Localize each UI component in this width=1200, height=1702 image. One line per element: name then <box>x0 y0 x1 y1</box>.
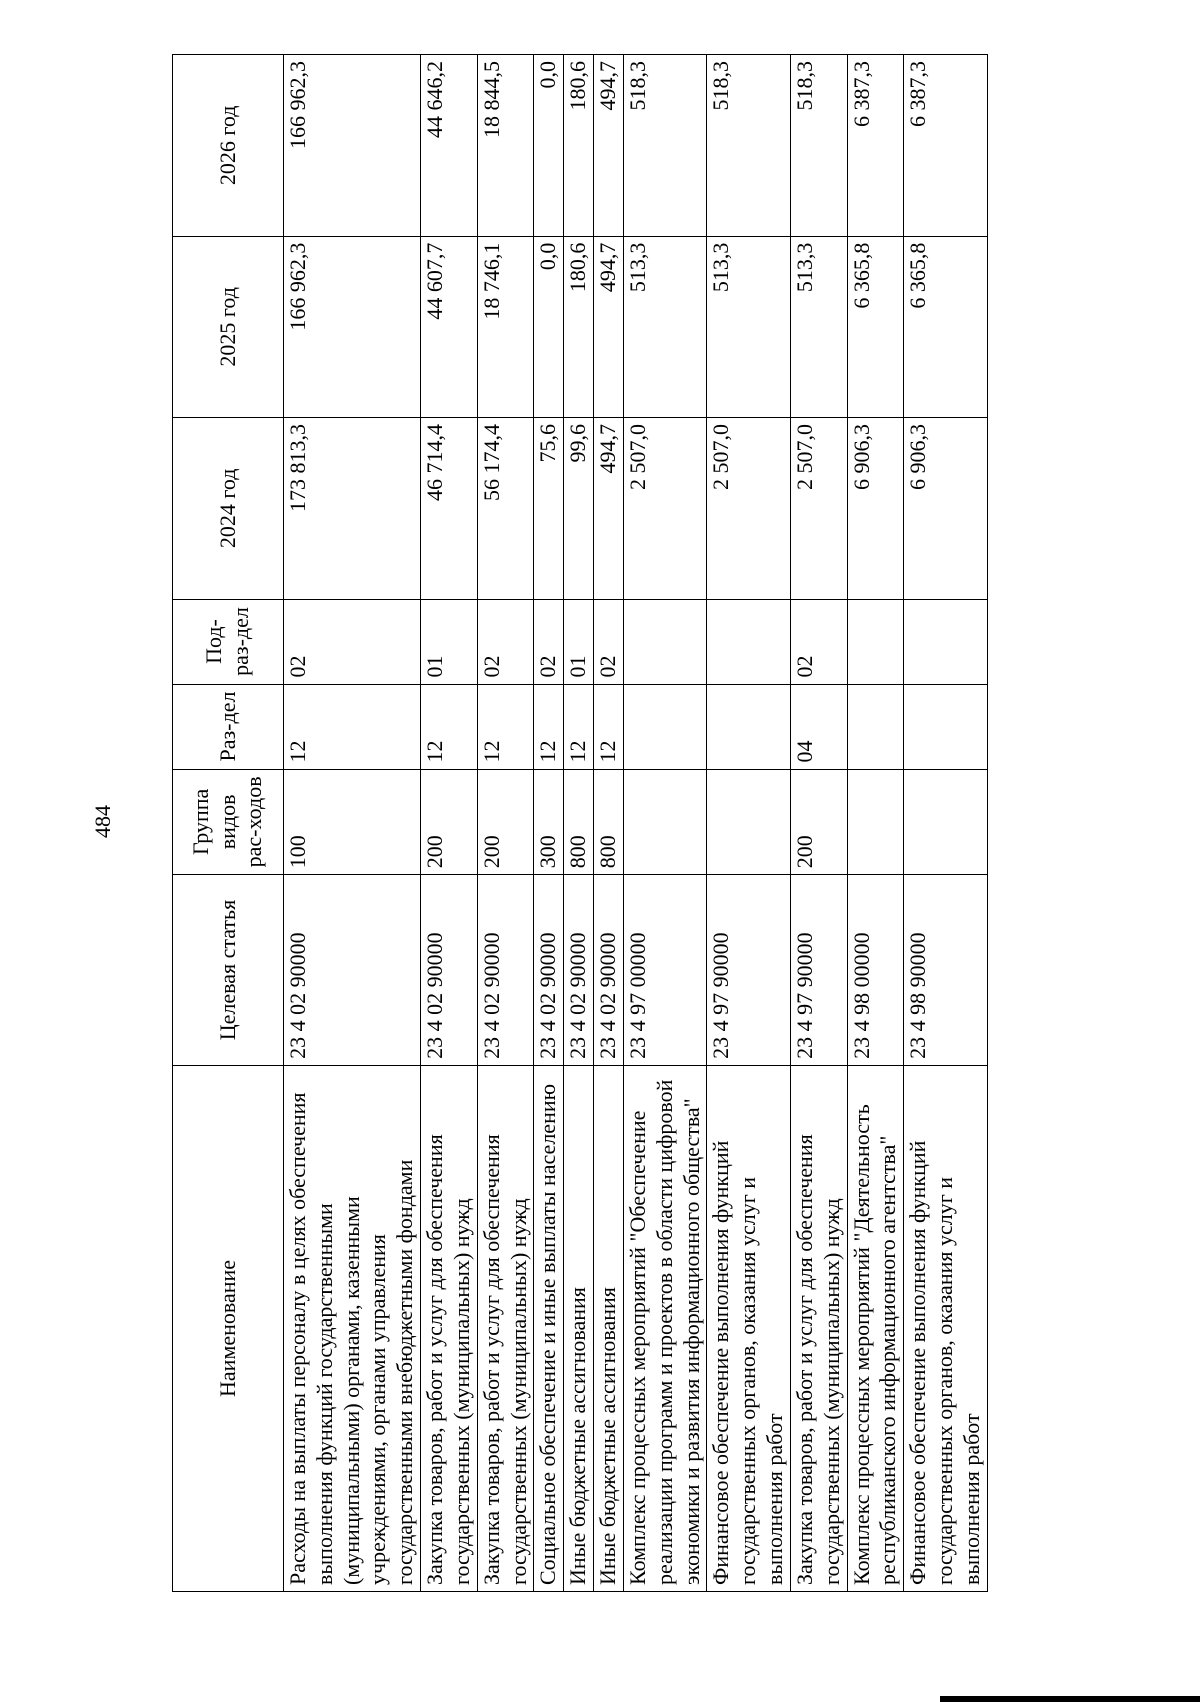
cell-2025: 18 746,1 <box>477 236 534 417</box>
header-section: Раз-дел <box>173 684 284 769</box>
cell-subsection: 02 <box>790 599 847 684</box>
table-row <box>594 55 624 1592</box>
cell-section: 12 <box>564 684 594 769</box>
cell-2024: 494,7 <box>594 418 624 599</box>
cell-2024: 6 906,3 <box>904 418 987 599</box>
cell-section: 12 <box>534 684 564 769</box>
cell-group: 200 <box>477 769 534 875</box>
cell-target: 23 4 98 90000 <box>904 875 987 1066</box>
cell-name: Закупка товаров, работ и услуг для обеспечения государственных (муниципальных) нужд <box>477 1065 534 1591</box>
cell-name: Социальное обеспечение и иные выплаты населению <box>534 1065 564 1591</box>
cell-group <box>904 769 987 875</box>
cell-group: 300 <box>534 769 564 875</box>
cell-subsection <box>904 599 987 684</box>
cell-group <box>623 769 706 875</box>
table-row <box>534 55 564 1592</box>
cell-2025: 513,3 <box>790 236 847 417</box>
cell-section: 12 <box>477 684 534 769</box>
cell-target: 23 4 97 00000 <box>623 875 706 1066</box>
cell-2025: 513,3 <box>707 236 790 417</box>
cell-subsection: 02 <box>594 599 624 684</box>
cell-section: 12 <box>594 684 624 769</box>
cell-2025: 513,3 <box>623 236 706 417</box>
cell-section <box>707 684 790 769</box>
cell-section: 04 <box>790 684 847 769</box>
cell-2026: 180,6 <box>564 55 594 237</box>
cell-target: 23 4 02 90000 <box>564 875 594 1066</box>
table-row <box>904 55 987 1592</box>
budget-table-container <box>172 54 988 1592</box>
header-2025: 2025 год <box>173 236 284 417</box>
cell-2026: 494,7 <box>594 55 624 237</box>
cell-2026: 18 844,5 <box>477 55 534 237</box>
table-row <box>847 55 904 1592</box>
cell-name: Расходы на выплаты персоналу в целях обеспечения выполнения функций государственными (муниципальными) органами, казенными учреждениями, органами управления государственными внебюджетными фондами <box>284 1065 421 1591</box>
header-2026: 2026 год <box>173 55 284 237</box>
cell-subsection <box>623 599 706 684</box>
cell-name: Закупка товаров, работ и услуг для обеспечения государственных (муниципальных) нужд <box>421 1065 478 1591</box>
header-subsection: Под-раз-дел <box>173 599 284 684</box>
cell-target: 23 4 02 90000 <box>284 875 421 1066</box>
budget-table <box>172 54 988 1592</box>
cell-2024: 99,6 <box>564 418 594 599</box>
cell-2024: 6 906,3 <box>847 418 904 599</box>
cell-subsection <box>707 599 790 684</box>
cell-subsection: 02 <box>284 599 421 684</box>
header-name: Наименование <box>173 1065 284 1591</box>
cell-2024: 75,6 <box>534 418 564 599</box>
cell-name: Иные бюджетные ассигнования <box>564 1065 594 1591</box>
cell-group <box>847 769 904 875</box>
cell-2026: 0,0 <box>534 55 564 237</box>
cell-2026: 6 387,3 <box>904 55 987 237</box>
cell-target: 23 4 97 90000 <box>707 875 790 1066</box>
cell-group <box>707 769 790 875</box>
cell-2025: 166 962,3 <box>284 236 421 417</box>
cell-subsection: 02 <box>534 599 564 684</box>
cell-2026: 44 646,2 <box>421 55 478 237</box>
cell-target: 23 4 02 90000 <box>534 875 564 1066</box>
cell-2025: 6 365,8 <box>847 236 904 417</box>
cell-2024: 56 174,4 <box>477 418 534 599</box>
cell-group: 800 <box>594 769 624 875</box>
cell-name: Закупка товаров, работ и услуг для обеспечения государственных (муниципальных) нужд <box>790 1065 847 1591</box>
cell-2025: 44 607,7 <box>421 236 478 417</box>
cell-group: 100 <box>284 769 421 875</box>
cell-subsection: 01 <box>564 599 594 684</box>
cell-section <box>623 684 706 769</box>
cell-section <box>847 684 904 769</box>
cell-group: 800 <box>564 769 594 875</box>
table-row <box>564 55 594 1592</box>
table-row <box>623 55 706 1592</box>
cell-group: 200 <box>421 769 478 875</box>
page-number: 484 <box>90 805 115 838</box>
cell-name: Комплекс процессных мероприятий "Обеспечение реализации программ и проектов в области цифровой экономики и развития информационного общества" <box>623 1065 706 1591</box>
cell-target: 23 4 98 00000 <box>847 875 904 1066</box>
cell-name: Финансовое обеспечение выполнения функций государственных органов, оказания услуг и выполнения работ <box>707 1065 790 1591</box>
cell-target: 23 4 02 90000 <box>477 875 534 1066</box>
cell-2026: 518,3 <box>623 55 706 237</box>
cell-2025: 0,0 <box>534 236 564 417</box>
table-row <box>284 55 421 1592</box>
cell-section: 12 <box>421 684 478 769</box>
cell-2026: 166 962,3 <box>284 55 421 237</box>
cell-target: 23 4 97 90000 <box>790 875 847 1066</box>
cell-group: 200 <box>790 769 847 875</box>
cell-name: Финансовое обеспечение выполнения функций государственных органов, оказания услуг и выполнения работ <box>904 1065 987 1591</box>
cell-subsection <box>847 599 904 684</box>
cell-2026: 518,3 <box>707 55 790 237</box>
cell-section <box>904 684 987 769</box>
cell-2024: 2 507,0 <box>707 418 790 599</box>
header-group: Группа видов рас-ходов <box>173 769 284 875</box>
cell-2024: 46 714,4 <box>421 418 478 599</box>
cell-2025: 180,6 <box>564 236 594 417</box>
cell-target: 23 4 02 90000 <box>421 875 478 1066</box>
cell-2026: 6 387,3 <box>847 55 904 237</box>
cell-2025: 6 365,8 <box>904 236 987 417</box>
table-row <box>790 55 847 1592</box>
header-2024: 2024 год <box>173 418 284 599</box>
cell-2026: 518,3 <box>790 55 847 237</box>
cell-name: Иные бюджетные ассигнования <box>594 1065 624 1591</box>
cell-section: 12 <box>284 684 421 769</box>
table-header-row <box>173 55 284 1592</box>
cell-2025: 494,7 <box>594 236 624 417</box>
cell-2024: 2 507,0 <box>623 418 706 599</box>
footer-rule <box>940 1696 1200 1702</box>
cell-name: Комплекс процессных мероприятий "Деятельность республиканского информационного агентства" <box>847 1065 904 1591</box>
cell-target: 23 4 02 90000 <box>594 875 624 1066</box>
cell-2024: 2 507,0 <box>790 418 847 599</box>
table-row <box>477 55 534 1592</box>
table-row <box>707 55 790 1592</box>
header-target: Целевая статья <box>173 875 284 1066</box>
cell-subsection: 01 <box>421 599 478 684</box>
cell-subsection: 02 <box>477 599 534 684</box>
table-row <box>421 55 478 1592</box>
cell-2024: 173 813,3 <box>284 418 421 599</box>
